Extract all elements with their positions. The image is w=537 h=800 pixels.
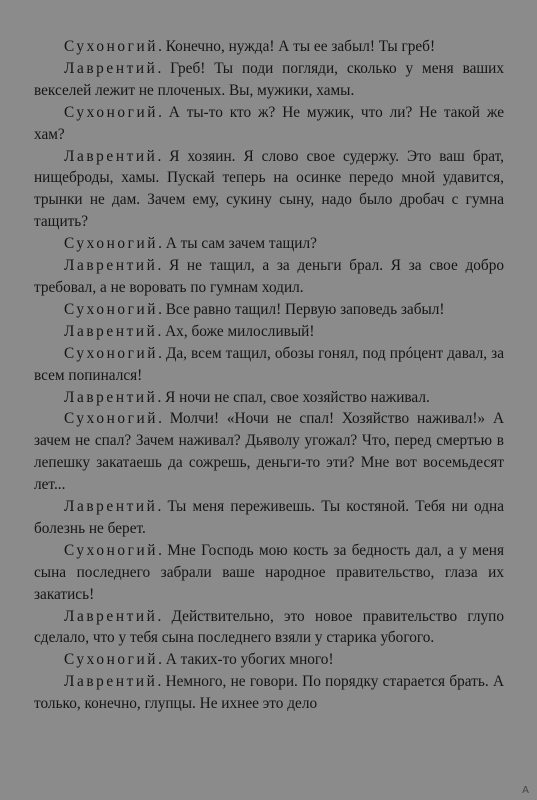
line-text: . Да, всем тащил, обозы гонял, под прóцент давал, за всем попинался! (34, 344, 504, 384)
speaker-name: Лаврентий (64, 607, 158, 625)
speaker-name: Сухоногий (64, 541, 159, 559)
speaker-name: Лаврентий (64, 257, 158, 275)
line-text: . Все равно тащил! Первую заповедь забыл! (158, 300, 445, 318)
dialogue-line (34, 102, 504, 146)
line-text: . Греб! Ты поди погляди, сколько у меня ваших векселей лежит не плоченых. Вы, мужики, хамы. (34, 59, 504, 99)
dialogue-line (34, 540, 504, 606)
speaker-name: Лаврентий (64, 147, 158, 165)
dialogue-line (34, 649, 504, 671)
speaker-name: Сухоногий (64, 300, 159, 318)
line-text: . Я хозяин. Я слово свое судержу. Это ваш брат, нищеброды, хамы. Пускай теперь на осинке передо мной удавится, трынки не дам. Зачем ему, сукину сыну, надо было дробач с гумна тащить? (34, 147, 504, 231)
speaker-name: Лаврентий (64, 673, 158, 691)
speaker-name: Сухоногий (64, 410, 159, 428)
dialogue-line (34, 496, 504, 540)
speaker-name: Сухоногий (64, 344, 159, 362)
line-text: . Я не тащил, а за деньги брал. Я за свое добро требовал, а не воровать по гумнам ходил. (34, 257, 504, 296)
speaker-name: Лаврентий (64, 388, 158, 406)
dialogue-text (34, 36, 504, 715)
line-text: . Ах, боже милосливый! (157, 322, 315, 340)
line-text: . Я ночи не спал, свое хозяйство наживал. (157, 388, 430, 406)
speaker-name: Лаврентий (64, 498, 158, 516)
line-text: . Немного, не говори. По порядку старается брать. А только, конечно, глупцы. Не ихнее это дело (34, 673, 504, 713)
speaker-name: Сухоногий (64, 651, 159, 669)
corner-mark: A (522, 785, 529, 796)
line-text: . А таких-то убогих много! (158, 651, 334, 669)
line-text: . Действительно, это новое правительство глупо сделало, что у тебя сына последнего взяли у старика убогого. (34, 607, 504, 647)
speaker-name: Сухоногий (64, 103, 159, 121)
speaker-name: Лаврентий (64, 322, 158, 340)
speaker-name: Сухоногий (64, 38, 159, 55)
dialogue-line (34, 408, 504, 496)
line-text: . Конечно, нужда! А ты ее забыл! Ты греб! (158, 38, 436, 55)
dialogue-line (34, 321, 504, 343)
dialogue-line (34, 146, 504, 234)
dialogue-line (34, 58, 504, 102)
line-text: . Мне Господь мою кость за бедность дал, а у меня сына последнего забрали ваше народное правительство, глаза их закатись! (34, 541, 504, 603)
speaker-name: Лаврентий (64, 59, 158, 77)
dialogue-line (34, 299, 504, 321)
line-text: . Молчи! «Ночи не спал! Хозяйство наживал!» А зачем не спал? Зачем наживал? Дьяволу угожал? Что, перед смертью в лепешку закатаешь да сожрешь, деньги-то эти? Мне вот восемьдесят лет... (34, 410, 504, 494)
dialogue-line (34, 36, 504, 58)
speaker-name: Сухоногий (64, 235, 159, 253)
dialogue-line (34, 343, 504, 387)
line-text: . А ты сам зачем тащил? (158, 235, 317, 253)
dialogue-line (34, 606, 504, 650)
dialogue-line (34, 387, 504, 409)
line-text: . А ты-то кто ж? Не мужик, что ли? Не такой же хам? (34, 103, 504, 143)
line-text: . Ты меня переживешь. Ты костяной. Тебя ни одна болезнь не берет. (34, 498, 504, 537)
dialogue-line (34, 255, 504, 299)
dialogue-line (34, 671, 504, 715)
dialogue-line (34, 233, 504, 255)
